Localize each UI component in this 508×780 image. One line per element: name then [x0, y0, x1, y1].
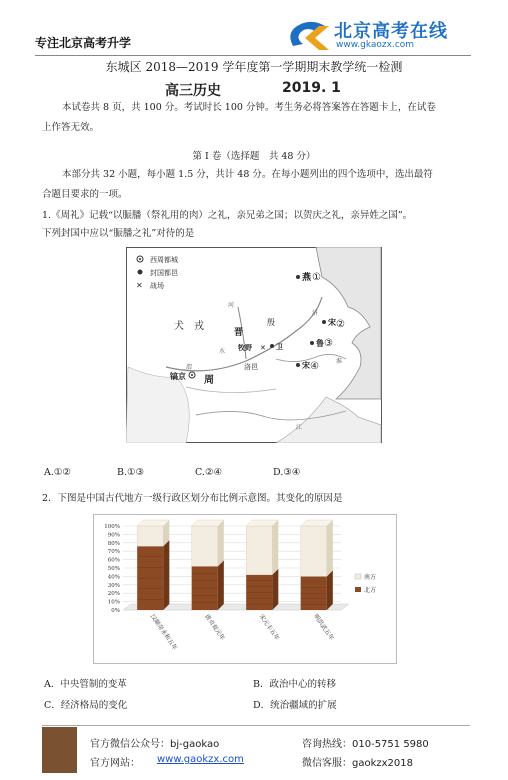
intro-line-2: 上作答无效。	[42, 122, 100, 133]
y-tick-label: 100%	[104, 524, 120, 530]
marker-2: ②	[336, 319, 345, 330]
footer-site-link[interactable]: www.gaokzx.com	[157, 754, 244, 765]
label-luoyi: 洛邑	[244, 363, 258, 371]
q1-option-d: D.③④	[273, 467, 301, 478]
y-tick-label: 10%	[107, 599, 120, 606]
bar-south-side	[272, 520, 278, 575]
label-shui: 水	[219, 348, 226, 355]
bar-south-side	[327, 520, 333, 576]
header-tagline: 专注北京高考升学	[35, 36, 132, 50]
label-song: 宋	[302, 360, 310, 370]
bar-top	[192, 520, 224, 526]
y-tick-label: 20%	[107, 591, 120, 598]
section-desc-1: 本部分共 32 小题，每小题 1.5 分，共计 48 分。在每小题列出的四个选项中，选出最符	[62, 169, 433, 180]
bar-top	[137, 520, 169, 526]
y-tick-label: 70%	[107, 549, 120, 556]
label-quanrong: 犬 戎	[174, 321, 204, 332]
q2-option-d: D．统治疆域的扩展	[253, 700, 337, 711]
x-tick-label: 宋元丰五年	[257, 613, 281, 642]
label-he: 河	[228, 302, 235, 309]
admin-division-chart	[93, 514, 397, 664]
label-jiang: 江	[296, 424, 303, 431]
label-jin: 晋	[234, 328, 244, 338]
bar-south	[137, 526, 163, 546]
y-tick-label: 80%	[107, 540, 120, 547]
bar-north-side	[163, 540, 169, 610]
legend-label-south: 南方	[364, 574, 377, 581]
q2-option-c: C．经济格局的变化	[44, 700, 128, 711]
bar-north-side	[272, 569, 278, 610]
bar-top	[301, 520, 333, 526]
legend-vassal: 封国都邑	[150, 269, 178, 277]
q2-option-b: B．政治中心的转移	[253, 679, 336, 690]
legend-battlefield: 战场	[150, 282, 164, 290]
label-huai: 淮	[336, 358, 343, 365]
q1-option-a: A.①②	[44, 467, 71, 478]
x-tick-label: 汉顺帝永和五年	[148, 613, 179, 652]
intro-line-1: 本试卷共 8 页，共 100 分。考试时长 100 分钟。考生务必将答案答在答题卡上，在试卷	[62, 102, 436, 113]
label-muye: 牧野	[238, 343, 252, 352]
exam-title: 东城区 2018—2019 学年度第一学期期末教学统一检测	[105, 60, 403, 74]
legend-capital: 西周都城	[150, 256, 178, 264]
bar-south-side	[218, 520, 224, 566]
svg-text:✕: ✕	[136, 281, 143, 290]
label-haojing: 镐京	[170, 371, 186, 381]
q1-option-b: B.①③	[117, 467, 145, 478]
footer-service: 微信客服：gaokzx2018	[302, 758, 414, 769]
svg-text:✕: ✕	[260, 344, 266, 352]
label-wei-river: 渭	[186, 364, 193, 371]
footer-hotline: 咨询热线：010-5751 5980	[302, 739, 429, 750]
marker-1: ①	[312, 272, 321, 283]
label-yan: 燕	[302, 273, 312, 283]
footer-accent-bar	[42, 727, 77, 773]
western-zhou-map	[126, 247, 382, 443]
label-song-n: 宋	[328, 317, 336, 327]
label-zhou: 周	[204, 375, 214, 386]
legend-swatch-south	[355, 574, 361, 579]
y-tick-label: 40%	[107, 574, 120, 581]
bar-south	[301, 526, 327, 576]
x-tick-label: 明洪武五年	[312, 613, 336, 642]
label-yin: 殷	[267, 318, 275, 327]
logo-text: 北京高考在线	[334, 21, 448, 42]
y-tick-label: 90%	[107, 532, 120, 539]
x-tick-label: 唐贞观元年	[203, 613, 227, 642]
bar-north-side	[327, 570, 333, 610]
footer-wechat: 官方微信公众号：bj-gaokao	[90, 739, 220, 750]
marker-3: ③	[324, 338, 333, 349]
bar-north-side	[218, 560, 224, 610]
header-divider	[35, 55, 471, 56]
y-tick-label: 50%	[107, 566, 120, 572]
section-desc-2: 合题目要求的一项。	[42, 189, 128, 200]
label-lu: 鲁	[316, 338, 324, 348]
footer-divider	[42, 725, 470, 726]
logo-url: www.gkaozx.com	[336, 40, 415, 50]
question-2-text: 2．下图是中国古代地方一级行政区划分布比例示意图。其变化的原因是	[42, 493, 343, 504]
label-wei: 卫	[276, 342, 283, 351]
marker-4: ④	[310, 361, 319, 372]
y-tick-label: 60%	[107, 557, 120, 564]
bar-south	[246, 526, 272, 575]
bar-south	[192, 526, 218, 566]
question-1-text-1: 1.《周礼》记载“以脤膰（祭礼用的肉）之礼，亲兄弟之国；以贺庆之礼，亲异姓之国”。	[42, 210, 413, 221]
subject-title: 高三历史	[165, 83, 221, 99]
q1-option-c: C.②④	[195, 467, 222, 478]
footer-site-label: 官方网站：	[90, 758, 140, 769]
section-title: 第 Ⅰ 卷（选择题 共 48 分）	[192, 151, 316, 162]
exam-date: 2019. 1	[282, 80, 341, 96]
bar-top	[246, 520, 278, 526]
y-tick-label: 0%	[111, 608, 120, 614]
y-tick-label: 30%	[107, 582, 120, 589]
label-ji: 济	[312, 310, 319, 317]
legend-swatch-north	[355, 587, 361, 592]
q2-option-a: A．中央管制的变革	[44, 679, 127, 690]
question-1-text-2: 下列封国中应以“脤膰之礼”对待的是	[42, 228, 195, 239]
legend-label-north: 北方	[364, 587, 377, 594]
